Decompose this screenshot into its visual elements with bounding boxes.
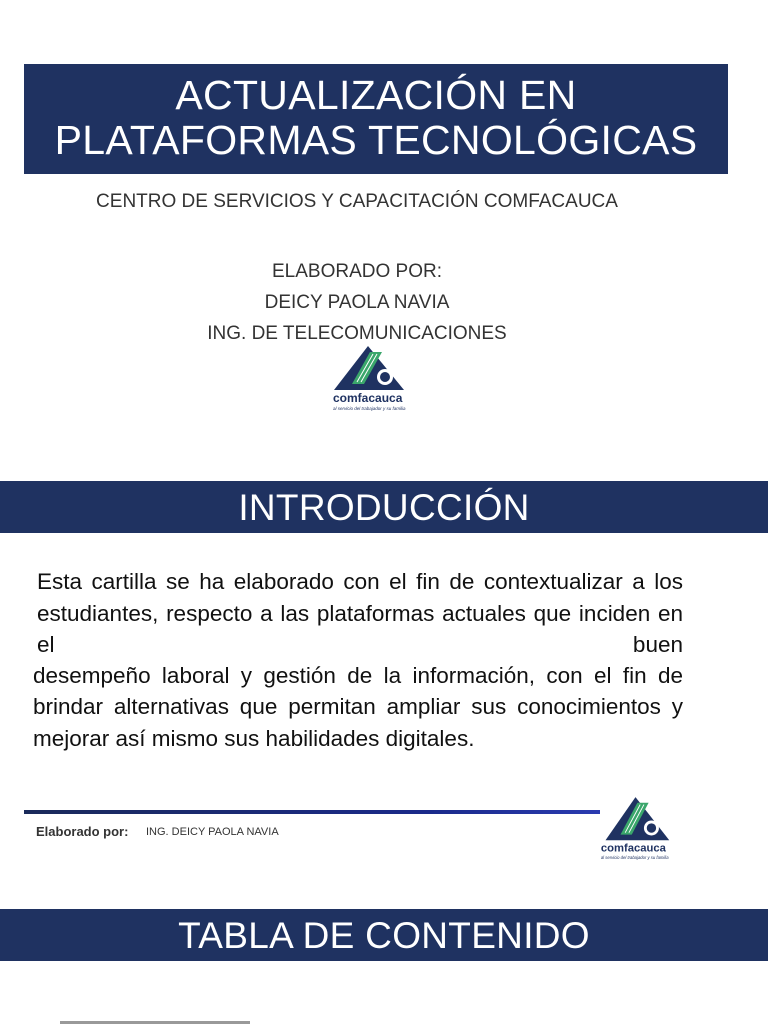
logo-tagline: al servicio del trabajador y su familia: [333, 406, 406, 411]
footer-divider: [24, 810, 600, 814]
author-title: ING. DE TELECOMUNICACIONES: [207, 323, 507, 344]
footer-author: ING. DEICY PAOLA NAVIA: [146, 826, 279, 838]
section-heading-introduccion: INTRODUCCIÓN: [0, 481, 768, 533]
title-line-1: ACTUALIZACIÓN EN: [175, 72, 577, 118]
author-name: DEICY PAOLA NAVIA: [264, 292, 450, 313]
intro-paragraph-2: desempeño laboral y gestión de la información, con el fin de brindar alternativas que permitan ampliar sus conocimientos y mejorar así mismo sus habilidades digitales.: [33, 662, 683, 751]
credits: [0, 256, 714, 349]
cropped-text-line: [60, 1018, 690, 1024]
subtitle: CENTRO DE SERVICIOS Y CAPACITACIÓN COMFACAUCA: [96, 191, 618, 212]
intro-text: [33, 566, 683, 754]
logo-wordmark-footer: comfacauca: [600, 842, 666, 855]
comfacauca-logo: [330, 344, 426, 414]
intro-paragraph-1: Esta cartilla se ha elaborado con el fin de contextualizar a los estudiantes, respecto a las plataformas actuales que inciden en el buen: [37, 569, 683, 657]
comfacauca-logo-footer: [598, 794, 688, 862]
document-title: [24, 64, 728, 174]
credits-label: ELABORADO POR:: [272, 261, 442, 282]
logo-tagline-footer: al servicio del trabajador y su familia: [600, 854, 669, 860]
title-line-2: PLATAFORMAS TECNOLÓGICAS: [54, 117, 698, 163]
footer-label: Elaborado por:: [36, 824, 129, 839]
section-heading-tabla-de-contenido: TABLA DE CONTENIDO: [0, 909, 768, 961]
logo-wordmark: comfacauca: [333, 391, 403, 405]
